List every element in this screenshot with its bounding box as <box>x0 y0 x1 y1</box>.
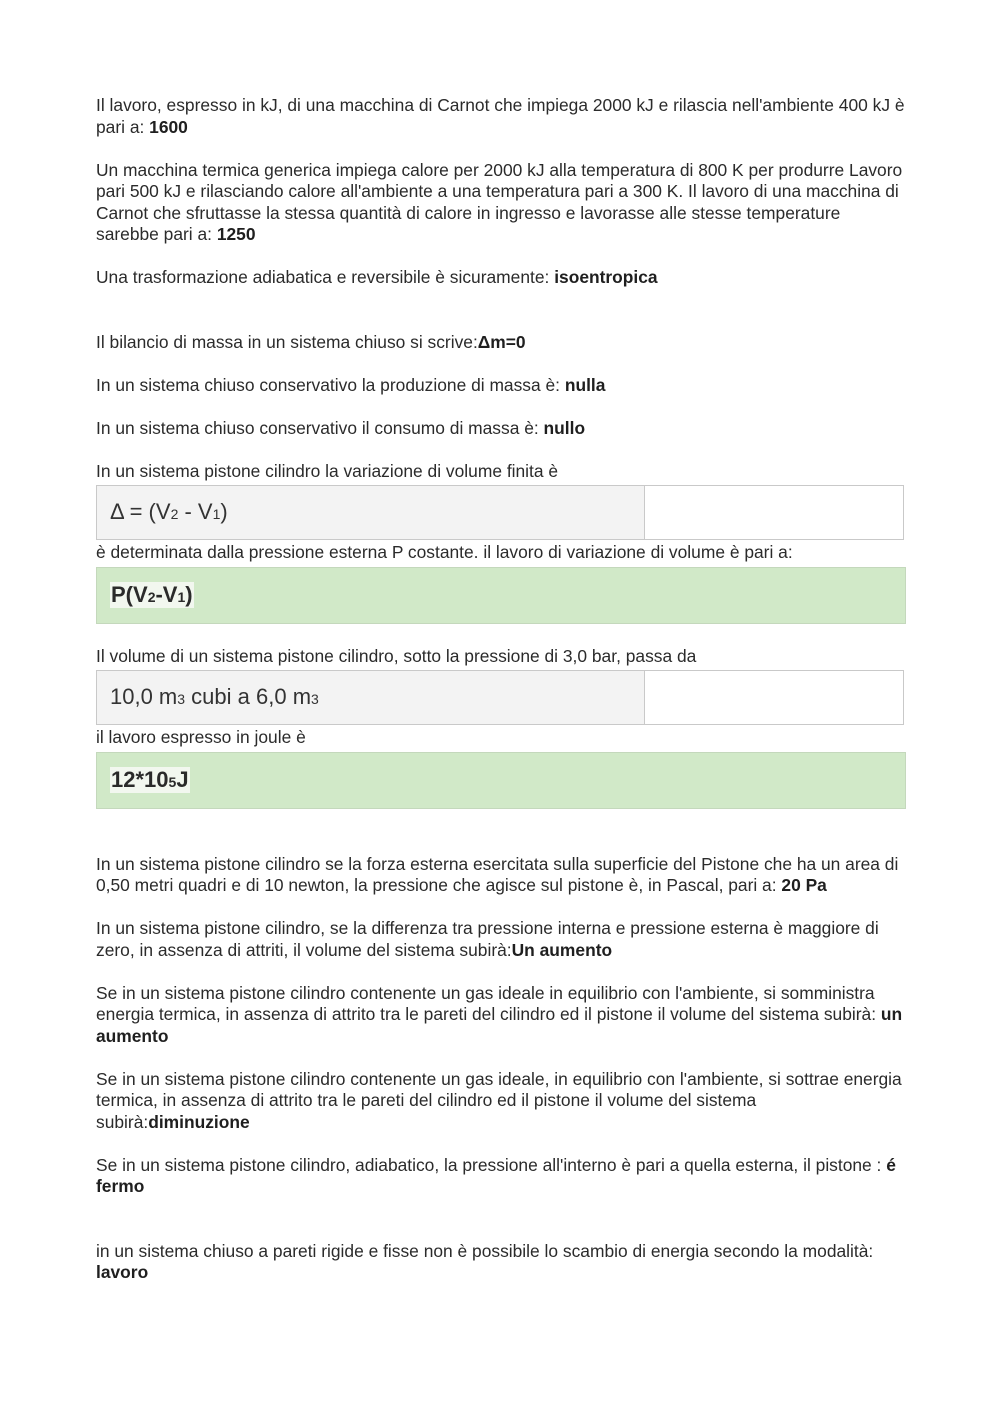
question-11 <box>96 983 906 1048</box>
answer: nullo <box>543 417 586 438</box>
question-text: Se in un sistema pistone cilindro, adiabatico, la pressione all'interno è pari a quella esterna, il pistone : <box>96 1154 887 1175</box>
answer: un aumento <box>96 1004 903 1046</box>
question-text: In un sistema pistone cilindro se la forza esterna esercitata sulla superficie del Pistone che ha un area di 0,50 metri quadri e di 10 newton, la pressione che agisce sul pistone è, in Pascal, pari a: <box>96 853 899 895</box>
question-5 <box>96 375 906 397</box>
question-12 <box>96 1069 906 1134</box>
question-text: Se in un sistema pistone cilindro contenente un gas ideale, in equilibrio con l'ambiente, si sottrae energia termica, in assenza di attrito tra le pareti del cilindro ed il pistone il volume del sistema subirà: <box>96 1068 902 1132</box>
answer: isoentropica <box>554 267 658 287</box>
question-text: Il lavoro, espresso in kJ, di una macchina di Carnot che impiega 2000 kJ e rilascia nell'ambiente 400 kJ è pari a: <box>96 95 905 137</box>
question-1 <box>96 95 906 138</box>
volume-values-expression: 10,0 m3 cubi a 6,0 m3 <box>110 684 319 709</box>
question-8-text: il lavoro espresso in joule è <box>96 727 306 747</box>
table-cell <box>97 486 645 539</box>
answer: lavoro <box>96 1262 149 1282</box>
question-text: Una trasformazione adiabatica e reversibile è sicuramente: <box>96 267 555 287</box>
question-text: in un sistema chiuso a pareti rigide e fisse non è possibile lo scambio di energia secondo la modalità: <box>96 1240 874 1261</box>
question-text: In un sistema chiuso conservativo il consumo di massa è: <box>96 417 544 438</box>
document-page <box>96 95 906 1284</box>
answer: 1250 <box>216 224 256 244</box>
question-9 <box>96 854 906 897</box>
question-10 <box>96 918 906 961</box>
volume-values-table <box>96 670 904 725</box>
answer: Un aumento <box>511 939 613 960</box>
question-4 <box>96 332 906 354</box>
answer: nulla <box>564 374 606 395</box>
answer-box <box>96 752 906 809</box>
answer: 12*105J <box>111 766 189 792</box>
answer: diminuzione <box>148 1111 250 1132</box>
question-text: Un macchina termica generica impiega calore per 2000 kJ alla temperatura di 800 K per produrre Lavoro pari 500 kJ e rilasciando calore all'ambiente a una temperatura pari a 300 K. Il lavoro di una macchina di Carnot che sfruttasse la stessa quantità di calore in ingresso e lavorasse alle stesse temperature sarebbe pari a: <box>96 159 903 244</box>
volume-change-table <box>96 485 904 540</box>
volume-change-expression: Δ = (V2 - V1) <box>110 499 228 524</box>
answer-box <box>96 567 906 624</box>
question-2 <box>96 160 906 246</box>
question-7-intro: In un sistema pistone cilindro la variazione di volume finita è <box>96 460 559 481</box>
question-text: In un sistema chiuso conservativo la produzione di massa è: <box>96 374 565 395</box>
question-14 <box>96 1241 906 1284</box>
answer: é fermo <box>96 1154 896 1196</box>
answer: 1600 <box>149 116 188 137</box>
question-8-intro: Il volume di un sistema pistone cilindro, sotto la pressione di 3,0 bar, passa da <box>96 645 697 666</box>
answer: P(V2-V1) <box>111 581 193 607</box>
question-6 <box>96 418 906 440</box>
question-13 <box>96 1155 906 1198</box>
question-3 <box>96 267 906 289</box>
answer: 20 Pa <box>781 875 827 895</box>
question-7-text: è determinata dalla pressione esterna P costante. il lavoro di variazione di volume è pari a: <box>96 542 793 562</box>
question-text: In un sistema pistone cilindro, se la differenza tra pressione interna e pressione esterna è maggiore di zero, in assenza di attriti, il volume del sistema subirà: <box>96 918 879 960</box>
answer: Δm=0 <box>477 331 526 352</box>
question-text: Il bilancio di massa in un sistema chiuso si scrive: <box>96 331 478 352</box>
table-cell <box>97 671 645 724</box>
question-text: Se in un sistema pistone cilindro contenente un gas ideale in equilibrio con l'ambiente, si somministra energia termica, in assenza di attrito tra le pareti del cilindro ed il pistone il volume del sistema subirà: <box>96 982 881 1024</box>
